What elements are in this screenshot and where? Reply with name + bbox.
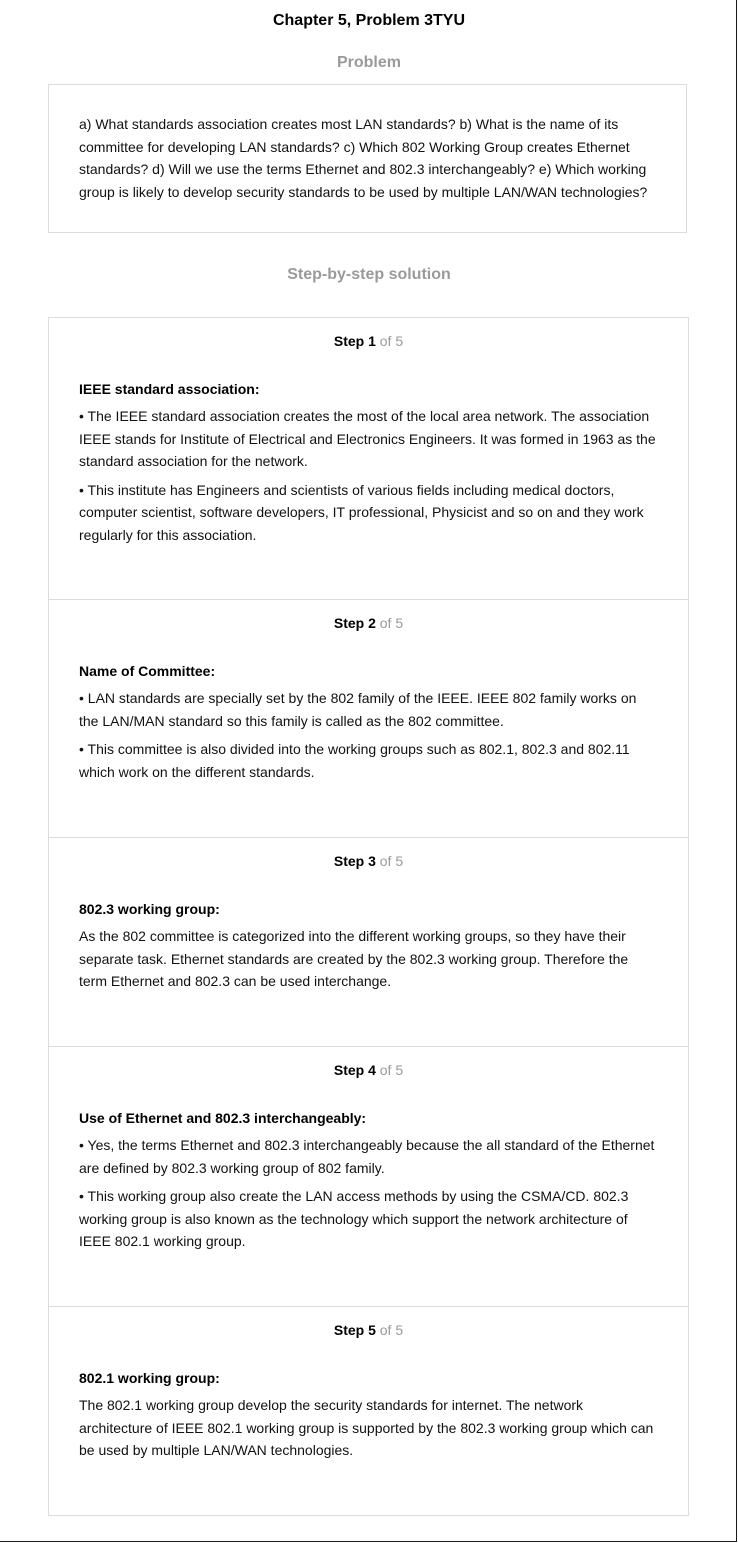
- step-3: [49, 838, 688, 1047]
- step-total: of 5: [379, 1322, 404, 1338]
- step-2: [49, 600, 688, 838]
- step-total: of 5: [379, 1062, 404, 1078]
- step-subtitle: Name of Committee:: [79, 663, 216, 679]
- step-subtitle: 802.1 working group:: [79, 1370, 220, 1386]
- step-number: Step 1: [333, 333, 376, 349]
- problem-text: a) What standards association creates most LAN standards? b) What is the name of its committee for developing LAN standards? c) Which 802 Working Group creates Ethernet standards? d) Will we use the terms Ethernet and 802.3 interchangeably? e) Which working group is likely to develop security standards to be used by multiple LAN/WAN technologies?: [79, 116, 648, 200]
- step-4: [49, 1047, 688, 1307]
- step-subtitle: Use of Ethernet and 802.3 interchangeably:: [79, 1110, 367, 1126]
- step-1: [49, 318, 688, 600]
- step-total: of 5: [379, 333, 404, 349]
- step-paragraph: • This working group also create the LAN access methods by using the CSMA/CD. 802.3 working group is also known as the technology which support the network architecture of IEEE 802.1 working group.: [79, 1188, 629, 1249]
- step-number: Step 4: [333, 1062, 376, 1078]
- problem-heading: Problem: [336, 54, 401, 71]
- step-number: Step 5: [333, 1322, 376, 1338]
- step-total: of 5: [379, 615, 404, 631]
- step-paragraph: • Yes, the terms Ethernet and 802.3 interchangeably because the all standard of the Ethernet are defined by 802.3 working group of 802 family.: [79, 1137, 655, 1176]
- step-label: [79, 852, 658, 870]
- step-5: [49, 1307, 688, 1515]
- step-paragraph: The 802.1 working group develop the security standards for internet. The network architecture of IEEE 802.1 working group is supported by the 802.3 working group which can be used by multiple LAN/WAN technologies.: [79, 1397, 654, 1458]
- step-paragraph: • This committee is also divided into the working groups such as 802.1, 802.3 and 802.11 which work on the different standards.: [79, 741, 630, 780]
- step-paragraph: • The IEEE standard association creates the most of the local area network. The association IEEE stands for Institute of Electrical and Electronics Engineers. It was formed in 1963 as the standard association for the network.: [79, 408, 656, 469]
- chapter-title: Chapter 5, Problem 3TYU: [272, 12, 466, 29]
- step-total: of 5: [379, 853, 404, 869]
- step-label: [79, 1321, 658, 1339]
- step-number: Step 3: [333, 853, 376, 869]
- problem-box: [48, 84, 687, 233]
- step-subtitle: 802.3 working group:: [79, 901, 220, 917]
- step-label: [79, 1061, 658, 1079]
- solution-heading: Step-by-step solution: [287, 266, 451, 283]
- step-subtitle: IEEE standard association:: [79, 381, 260, 397]
- steps-container: [48, 317, 689, 1516]
- step-paragraph: • This institute has Engineers and scientists of various fields including medical doctors, computer scientist, software developers, IT professional, Physicist and so on and they work regularly for this association.: [79, 481, 644, 543]
- step-number: Step 2: [333, 615, 376, 631]
- step-paragraph: As the 802 committee is categorized into the different working groups, so they have their separate task. Ethernet standards are created by the 802.3 working group. Therefore the term Ethernet and 802.3 can be used interchange.: [79, 928, 629, 989]
- step-paragraph: • LAN standards are specially set by the 802 family of the IEEE. IEEE 802 family works on the LAN/MAN standard so this family is called as the 802 committee.: [79, 690, 637, 729]
- step-label: [79, 614, 658, 632]
- step-label: [79, 332, 658, 350]
